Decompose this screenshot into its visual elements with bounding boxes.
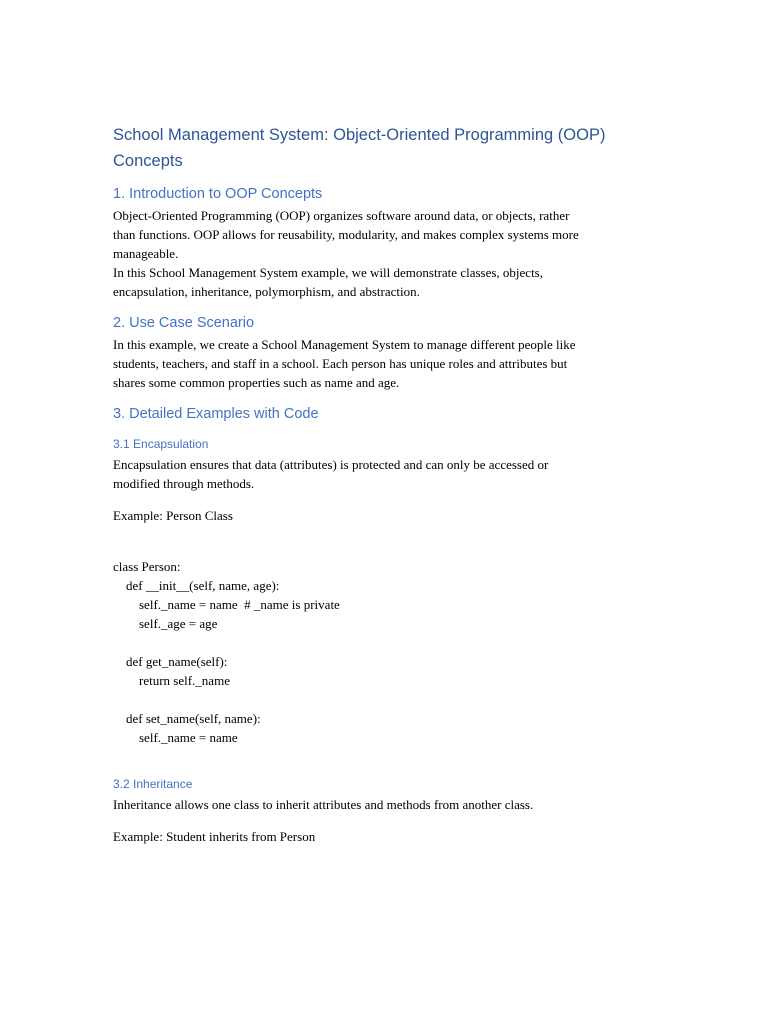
example-label-student-inherits: Example: Student inherits from Person	[113, 829, 316, 844]
document-title: School Management System: Object-Oriented Programming (OOP) Concepts	[113, 126, 606, 170]
section-heading-introduction: 1. Introduction to OOP Concepts	[113, 186, 323, 202]
code-line: self._name = name # _name is private	[113, 597, 340, 612]
encapsulation-line-2: modified through methods.	[113, 476, 255, 491]
use-case-line-1: In this example, we create a School Management System to manage different people like	[113, 337, 576, 352]
document-page	[113, 122, 653, 846]
code-line: class Person:	[113, 559, 181, 574]
intro-line-5: encapsulation, inheritance, polymorphism, and abstraction.	[113, 284, 420, 299]
section-heading-use-case: 2. Use Case Scenario	[113, 315, 255, 331]
subsection-heading-inheritance: 3.2 Inheritance	[113, 777, 193, 791]
use-case-line-3: shares some common properties such as name and age.	[113, 375, 400, 390]
code-block-person-class	[113, 557, 653, 747]
intro-line-3: manageable.	[113, 246, 179, 261]
code-line: def __init__(self, name, age):	[113, 578, 280, 593]
intro-line-2: than functions. OOP allows for reusability, modularity, and makes complex systems more	[113, 227, 579, 242]
intro-line-1: Object-Oriented Programming (OOP) organizes software around data, or objects, rather	[113, 208, 570, 223]
intro-paragraph	[113, 206, 653, 301]
use-case-line-2: students, teachers, and staff in a school. Each person has unique roles and attributes but	[113, 356, 568, 371]
section-heading-examples: 3. Detailed Examples with Code	[113, 406, 319, 422]
encapsulation-line-1: Encapsulation ensures that data (attributes) is protected and can only be accessed or	[113, 457, 549, 472]
inheritance-line-1: Inheritance allows one class to inherit attributes and methods from another class.	[113, 797, 534, 812]
use-case-paragraph	[113, 335, 653, 392]
code-line: def set_name(self, name):	[113, 711, 261, 726]
code-line: return self._name	[113, 673, 230, 688]
example-label-person-class: Example: Person Class	[113, 508, 233, 523]
code-line: def get_name(self):	[113, 654, 228, 669]
intro-line-4: In this School Management System example, we will demonstrate classes, objects,	[113, 265, 543, 280]
code-line: self._name = name	[113, 730, 238, 745]
code-line: self._age = age	[113, 616, 218, 631]
encapsulation-paragraph	[113, 455, 653, 493]
subsection-heading-encapsulation: 3.1 Encapsulation	[113, 437, 209, 451]
